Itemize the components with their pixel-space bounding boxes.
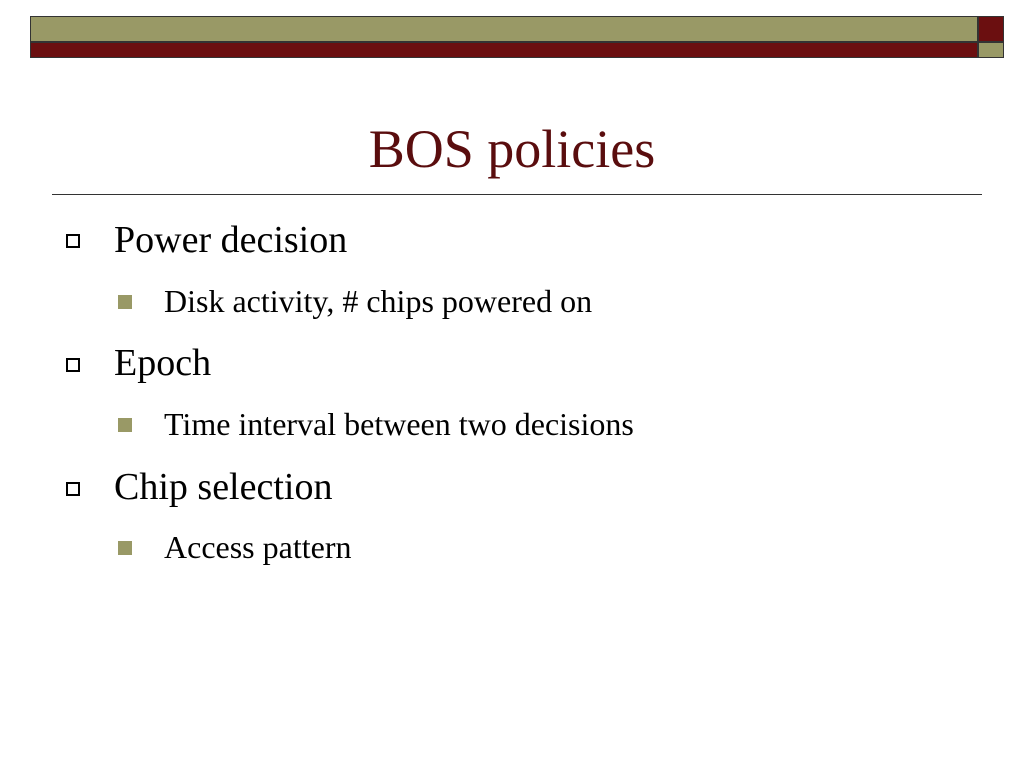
bullet-item-power-decision: Power decision (114, 219, 348, 261)
hollow-square-icon (66, 234, 80, 248)
filled-square-icon (118, 541, 132, 555)
bullet-item-epoch: Epoch (114, 342, 212, 384)
sub-bullet-disk-activity: Disk activity, # chips powered on (164, 283, 593, 319)
sub-bullet-time-interval: Time interval between two decisions (164, 406, 634, 442)
bullet-item-chip-selection: Chip selection (114, 466, 333, 508)
hollow-square-icon (66, 482, 80, 496)
hollow-square-icon (66, 358, 80, 372)
slide-title: BOS policies (368, 119, 656, 179)
filled-square-icon (118, 295, 132, 309)
sub-bullet-access-pattern: Access pattern (164, 529, 352, 565)
filled-square-icon (118, 418, 132, 432)
